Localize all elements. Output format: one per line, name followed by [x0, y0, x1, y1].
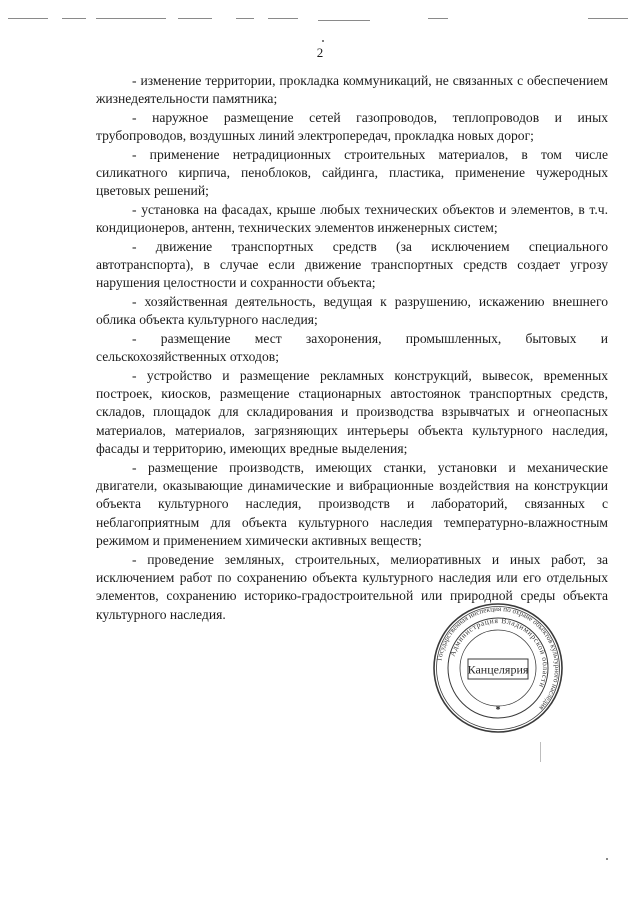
stamp-center-label: Канцелярия: [467, 662, 529, 677]
paragraph-territory-change: - изменение территории, прокладка коммуникаций, не связанных с обеспечением жизнедеятельности памятника;: [96, 73, 608, 107]
paragraph-facade-equipment: - установка на фасадах, крыше любых технических объектов и элементов, в т.ч. кондиционеров, антенн, технических элементов инженерных систем;: [96, 201, 608, 236]
office-stamp: [432, 602, 564, 734]
stamp-outer-ring-text: Государственная инспекция по охране объектов культурного наследия: [435, 604, 562, 712]
stamp-seal-graphic: [432, 602, 564, 734]
scan-mark: [540, 742, 541, 762]
scan-speck: [322, 40, 324, 42]
paragraph-nontraditional-materials: - применение нетрадиционных строительных материалов, в том числе силикатного кирпича, пеноблоков, сайдинга, пластика, применение чужеродных цветовых решений;: [96, 146, 608, 199]
paragraph-external-networks: - наружное размещение сетей газопроводов, теплопроводов и иных трубопроводов, воздушных линий электропередач, прокладка новых дорог;: [96, 109, 608, 144]
svg-text:✱: ✱: [495, 706, 501, 712]
paragraph-vehicle-traffic: - движение транспортных средств (за исключением специального автотранспорта), в случае если движение транспортных средств создает угрозу нарушения целостности и сохранности объекта;: [96, 238, 608, 291]
scan-edge-artifact: [0, 14, 640, 22]
page-number: 2: [316, 45, 324, 60]
stamp-inner-ring-text: Администрация Владимирской области: [447, 615, 551, 690]
scan-mark: [606, 858, 608, 860]
paragraph-waste-placement: - размещение мест захоронения, промышленных, бытовых и сельскохозяйственных отходов;: [96, 330, 608, 365]
paragraph-advertising-structures: - устройство и размещение рекламных конструкций, вывесок, временных построек, киосков, размещение стационарных автостоянок транспортных средств, складов, площадок для складирования и производства взрывчатых и огнеопасных материалов, материалов, загрязняющих интерьеры объекта культурного наследия, фасады и территорию, имеющих вредные выделения;: [96, 367, 608, 457]
paragraph-production-facilities: - размещение производств, имеющих станки, установки и механические двигатели, оказывающие динамические и вибрационные воздействия на конструкции объекта культурного наследия, производств и лабораторий, связанных с неблагоприятным для объекта культурного наследия температурно-влажностным режимом и применением химически активных веществ;: [96, 459, 608, 549]
paragraph-economic-activity: - хозяйственная деятельность, ведущая к разрушению, искажению внешнего облика объекта культурного наследия;: [96, 293, 608, 328]
document-body: [96, 72, 608, 624]
paragraph-earthworks: - проведение земляных, строительных, мелиоративных и иных работ, за исключением работ по сохранению объекта культурного наследия или его отдельных элементов, сохранению историко-градостроительной или природной среды объекта культурного наследия.: [96, 551, 608, 622]
